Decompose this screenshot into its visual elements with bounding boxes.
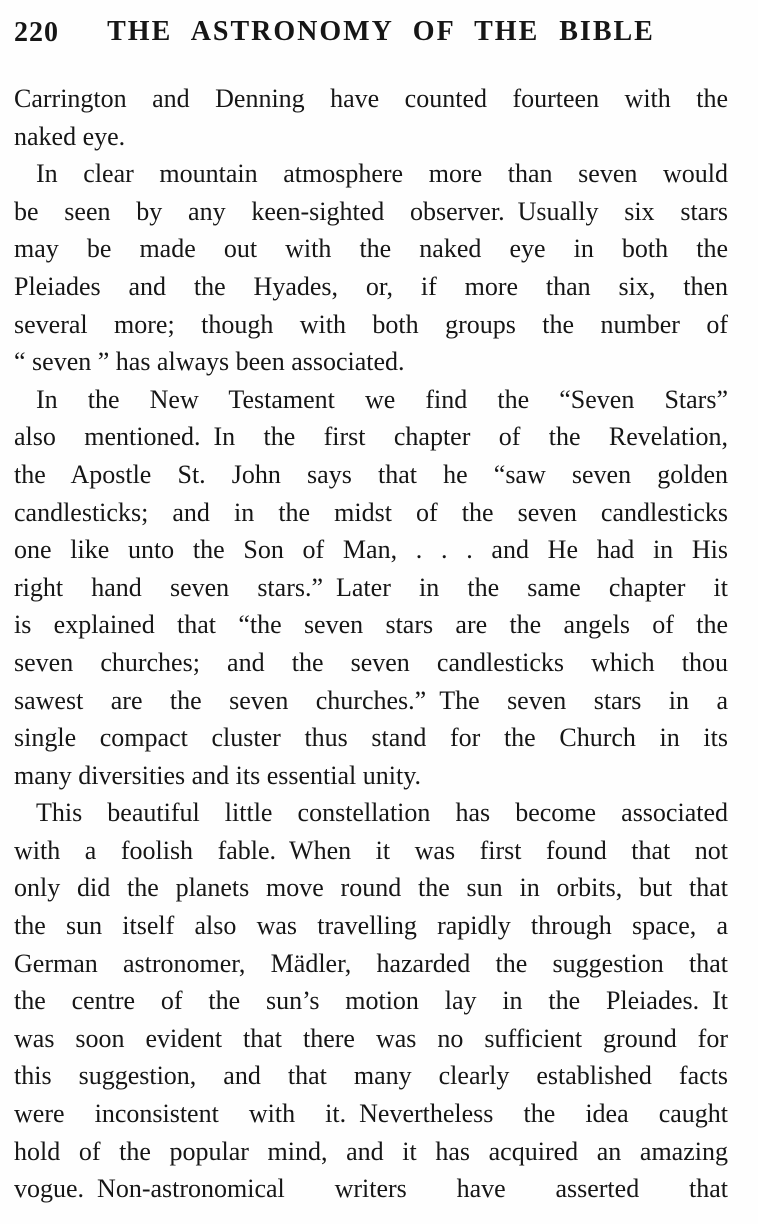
paragraph [14,80,728,155]
text-line: the Apostle St. John says that he “saw seven golden [14,459,728,489]
text-line: right hand seven stars.” Later in the same chapter it [14,572,728,602]
text-line: many diversities and its essential unity. [14,760,422,790]
text-line: may be made out with the naked eye in both the [14,234,728,264]
page-body [14,80,728,1208]
text-line: sawest are the seven churches.” The seven stars in a [14,685,728,715]
text-line: were inconsistent with it. Nevertheless the idea caught [14,1099,728,1129]
text-line: In clear mountain atmosphere more than seven would [36,159,728,189]
paragraph [14,794,728,1208]
text-line: one like unto the Son of Man, . . . and He had in His [14,535,728,565]
text-line: Carrington and Denning have counted fourteen with the [14,84,728,113]
text-line: hold of the popular mind, and it has acquired an amazing [14,1136,728,1166]
text-line: naked eye. [14,121,126,151]
text-line: single compact cluster thus stand for the Church in its [14,723,728,753]
text-line: Pleiades and the Hyades, or, if more than six, then [14,271,728,301]
paragraph [14,381,728,795]
text-line: German astronomer, Mädler, hazarded the suggestion that [14,948,728,978]
text-line: was soon evident that there was no sufficient ground for [14,1023,728,1053]
text-line: this suggestion, and that many clearly established facts [14,1061,728,1091]
text-line: the sun itself also was travelling rapidly through space, a [14,911,728,941]
page-number: 220 [14,17,59,48]
text-line: several more; though with both groups the number of [14,309,728,339]
text-line: This beautiful little constellation has become associated [36,798,728,828]
text-line: vogue. Non-astronomical writers have asserted that [14,1174,728,1204]
text-line: seven churches; and the seven candlesticks which thou [14,647,728,677]
text-line: also mentioned. In the first chapter of the Revelation, [14,422,728,452]
text-line: the centre of the sun’s motion lay in the Pleiades. It [14,986,728,1016]
page-header [14,16,728,54]
text-line: “ seven ” has always been associated. [14,347,405,377]
text-line: with a foolish fable. When it was first found that not [14,835,728,865]
text-line: is explained that “the seven stars are the angels of the [14,610,728,640]
text-line: only did the planets move round the sun in orbits, but that [14,873,728,903]
paragraph [14,155,728,381]
running-title: THE ASTRONOMY OF THE BIBLE [107,16,655,47]
text-line: be seen by any keen-sighted observer. Usually six stars [14,196,728,226]
text-line: In the New Testament we find the “Seven Stars” [36,384,728,414]
text-line: candlesticks; and in the midst of the seven candlesticks [14,497,728,527]
